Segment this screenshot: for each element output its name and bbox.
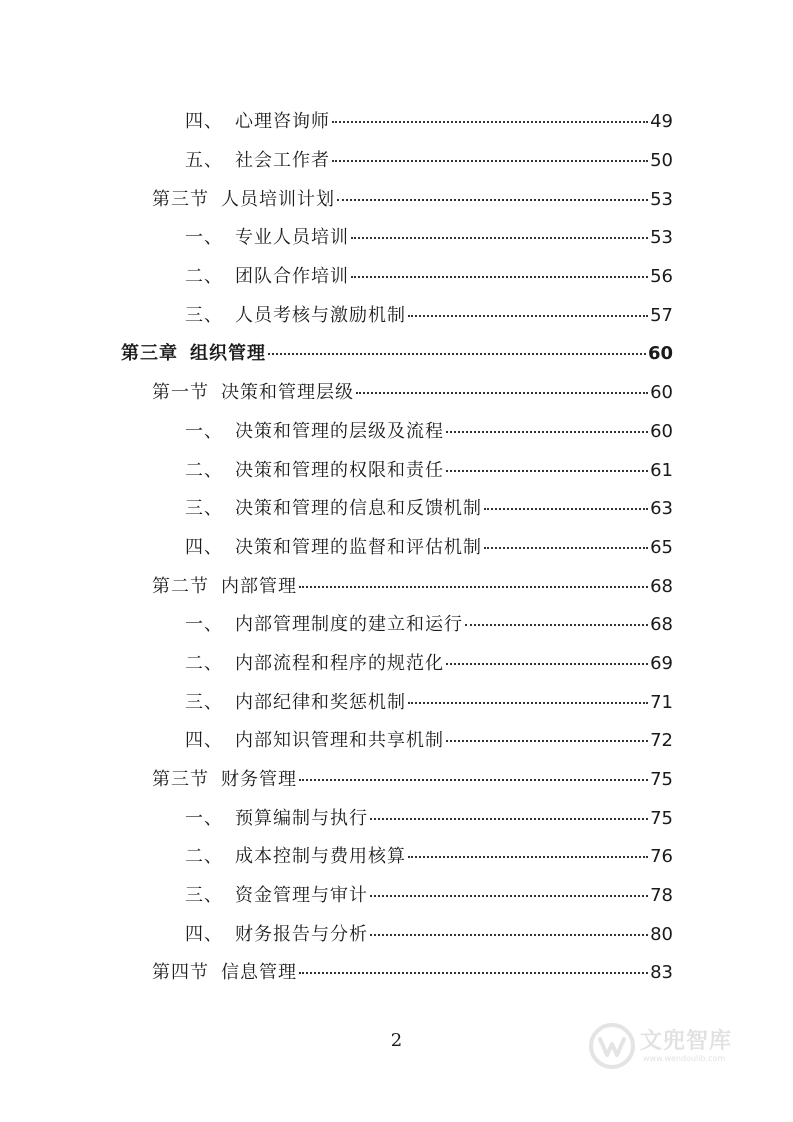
toc-entry-item[interactable] bbox=[0, 913, 793, 952]
toc-entry-row bbox=[185, 456, 673, 482]
toc-entry-title bbox=[185, 610, 463, 636]
toc-entry-number: 一、 bbox=[185, 614, 223, 636]
toc-entry-row bbox=[185, 842, 673, 868]
toc-entry-item[interactable] bbox=[0, 836, 793, 875]
toc-page-number: 60 bbox=[650, 420, 673, 442]
toc-dot-leader bbox=[446, 740, 648, 742]
toc-entry-item[interactable] bbox=[0, 488, 793, 527]
toc-entry-row bbox=[152, 958, 673, 984]
toc-dot-leader bbox=[268, 353, 646, 355]
toc-page-number: 57 bbox=[650, 304, 673, 326]
toc-entry-number: 五、 bbox=[185, 150, 223, 172]
toc-entry-row bbox=[185, 726, 673, 752]
toc-entry-number: 二、 bbox=[185, 459, 223, 481]
toc-dot-leader bbox=[332, 121, 648, 123]
toc-entry-row bbox=[185, 301, 673, 327]
toc-entry-row bbox=[185, 920, 673, 946]
toc-entry-number: 一、 bbox=[185, 227, 223, 249]
toc-entry-row bbox=[152, 572, 673, 598]
toc-entry-title bbox=[152, 572, 297, 598]
toc-entry-title bbox=[185, 920, 368, 946]
toc-entry-number: 二、 bbox=[185, 652, 223, 674]
toc-entry-number: 第一节 bbox=[152, 382, 209, 404]
watermark-url: www.wendoulib.com bbox=[643, 1054, 726, 1063]
toc-entry-row bbox=[185, 262, 673, 288]
toc-entry-item[interactable] bbox=[0, 256, 793, 295]
toc-entry-number: 四、 bbox=[185, 923, 223, 945]
toc-entry-item[interactable] bbox=[0, 140, 793, 179]
toc-entry-text: 人员考核与激励机制 bbox=[235, 304, 406, 326]
toc-entry-title bbox=[185, 726, 444, 752]
toc-entry-row bbox=[185, 688, 673, 714]
toc-dot-leader bbox=[299, 972, 648, 974]
toc-entry-row bbox=[152, 378, 673, 404]
toc-dot-leader bbox=[299, 586, 648, 588]
toc-page-number: 76 bbox=[650, 846, 673, 868]
toc-page-number: 49 bbox=[650, 111, 673, 133]
toc-entry-text: 资金管理与审计 bbox=[235, 885, 368, 907]
toc-dot-leader bbox=[408, 315, 648, 317]
toc-entry-number: 一、 bbox=[185, 420, 223, 442]
toc-dot-leader bbox=[446, 663, 648, 665]
toc-entry-text: 内部知识管理和共享机制 bbox=[235, 730, 444, 752]
toc-entry-title bbox=[152, 765, 297, 791]
toc-entry-item[interactable] bbox=[0, 101, 793, 140]
toc-page-number: 63 bbox=[650, 498, 673, 520]
toc-page-number: 80 bbox=[650, 923, 673, 945]
toc-entry-text: 心理咨询师 bbox=[235, 111, 330, 133]
toc-dot-leader bbox=[299, 779, 648, 781]
toc-dot-leader bbox=[351, 276, 648, 278]
toc-dot-leader bbox=[465, 624, 648, 626]
toc-entry-number: 第二节 bbox=[152, 575, 209, 597]
toc-entry-number: 四、 bbox=[185, 536, 223, 558]
toc-page-number: 61 bbox=[650, 459, 673, 481]
toc-page-number: 53 bbox=[650, 227, 673, 249]
toc-entry-title bbox=[185, 881, 368, 907]
toc-page-number: 72 bbox=[650, 730, 673, 752]
toc-page-number: 78 bbox=[650, 885, 673, 907]
toc-entry-row bbox=[185, 417, 673, 443]
toc-entry-text: 预算编制与执行 bbox=[235, 807, 368, 829]
toc-entry-title bbox=[185, 146, 330, 172]
toc-entry-section[interactable] bbox=[0, 565, 793, 604]
toc-entry-row bbox=[185, 494, 673, 520]
toc-entry-text: 人员培训计划 bbox=[221, 188, 335, 210]
toc-entry-row bbox=[185, 223, 673, 249]
toc-entry-row bbox=[185, 881, 673, 907]
toc-entry-chapter[interactable] bbox=[0, 333, 793, 372]
toc-entry-item[interactable] bbox=[0, 294, 793, 333]
toc-page-number: 69 bbox=[650, 652, 673, 674]
toc-page-number: 83 bbox=[650, 962, 673, 984]
toc-entry-title bbox=[185, 533, 482, 559]
toc-dot-leader bbox=[446, 431, 648, 433]
toc-entry-item[interactable] bbox=[0, 643, 793, 682]
toc-entry-text: 内部管理 bbox=[221, 575, 297, 597]
toc-entry-text: 决策和管理的权限和责任 bbox=[235, 459, 444, 481]
toc-entry-title bbox=[152, 378, 354, 404]
toc-entry-text: 成本控制与费用核算 bbox=[235, 846, 406, 868]
toc-dot-leader bbox=[337, 199, 648, 201]
toc-dot-leader bbox=[356, 392, 648, 394]
toc-page-number: 75 bbox=[650, 769, 673, 791]
toc-entry-row bbox=[152, 185, 673, 211]
toc-entry-title bbox=[185, 649, 444, 675]
toc-entry-text: 决策和管理的信息和反馈机制 bbox=[235, 498, 482, 520]
toc-page-number: 60 bbox=[650, 382, 673, 404]
watermark-logo-icon bbox=[588, 1022, 636, 1070]
toc-entry-number: 三、 bbox=[185, 498, 223, 520]
watermark-name: 文兜智库 bbox=[640, 1029, 733, 1054]
page-number: 2 bbox=[390, 1030, 403, 1051]
toc-page-number: 75 bbox=[650, 807, 673, 829]
toc-page-number: 65 bbox=[650, 536, 673, 558]
toc-entry-row bbox=[185, 146, 673, 172]
toc-entry-item[interactable] bbox=[0, 411, 793, 450]
toc-entry-number: 四、 bbox=[185, 111, 223, 133]
toc-entry-row bbox=[121, 339, 673, 365]
toc-entry-text: 财务管理 bbox=[221, 769, 297, 791]
toc-entry-title bbox=[185, 688, 406, 714]
toc-entry-section[interactable] bbox=[0, 372, 793, 411]
toc-entry-number: 四、 bbox=[185, 730, 223, 752]
toc-dot-leader bbox=[484, 508, 648, 510]
toc-entry-title bbox=[185, 417, 444, 443]
toc-entry-number: 第四节 bbox=[152, 962, 209, 984]
toc-dot-leader bbox=[370, 818, 648, 820]
toc-page-number: 50 bbox=[650, 150, 673, 172]
toc-entry-title bbox=[185, 262, 349, 288]
toc-entry-number: 一、 bbox=[185, 807, 223, 829]
toc-entry-text: 团队合作培训 bbox=[235, 266, 349, 288]
toc-entry-text: 专业人员培训 bbox=[235, 227, 349, 249]
toc-entry-text: 内部纪律和奖惩机制 bbox=[235, 691, 406, 713]
toc-entry-text: 内部流程和程序的规范化 bbox=[235, 652, 444, 674]
toc-entry-title bbox=[185, 223, 349, 249]
toc-entry-text: 决策和管理的监督和评估机制 bbox=[235, 536, 482, 558]
toc-entry-number: 三、 bbox=[185, 885, 223, 907]
toc-entry-row bbox=[185, 804, 673, 830]
toc-entry-item[interactable] bbox=[0, 527, 793, 566]
toc-dot-leader bbox=[332, 160, 648, 162]
toc-page-number: 60 bbox=[647, 343, 673, 365]
toc-entry-item[interactable] bbox=[0, 449, 793, 488]
toc-page-number: 68 bbox=[650, 614, 673, 636]
toc-page-number: 68 bbox=[650, 575, 673, 597]
toc-entry-section[interactable] bbox=[0, 952, 793, 991]
toc-dot-leader bbox=[370, 895, 648, 897]
toc-entry-title bbox=[121, 339, 266, 365]
toc-page-number: 71 bbox=[650, 691, 673, 713]
toc-dot-leader bbox=[370, 934, 648, 936]
toc-entry-number: 三、 bbox=[185, 691, 223, 713]
toc-entry-title bbox=[185, 494, 482, 520]
toc-entry-title bbox=[185, 456, 444, 482]
toc-entry-title bbox=[185, 107, 330, 133]
toc-entry-number: 二、 bbox=[185, 846, 223, 868]
toc-entry-title bbox=[185, 842, 406, 868]
toc-entry-text: 决策和管理层级 bbox=[221, 382, 354, 404]
toc-page-number: 53 bbox=[650, 188, 673, 210]
watermark bbox=[588, 1020, 758, 1076]
toc-entry-row bbox=[185, 610, 673, 636]
toc-entry-number: 二、 bbox=[185, 266, 223, 288]
toc-entry-section[interactable] bbox=[0, 178, 793, 217]
toc-entry-number: 第三章 bbox=[121, 343, 178, 365]
toc-entry-number: 第三节 bbox=[152, 188, 209, 210]
toc-entry-text: 社会工作者 bbox=[235, 150, 330, 172]
toc-entry-text: 决策和管理的层级及流程 bbox=[235, 420, 444, 442]
toc-entry-row bbox=[185, 107, 673, 133]
toc-dot-leader bbox=[446, 470, 648, 472]
toc-entry-item[interactable] bbox=[0, 720, 793, 759]
toc-dot-leader bbox=[408, 856, 648, 858]
toc-entry-text: 内部管理制度的建立和运行 bbox=[235, 614, 463, 636]
toc-entry-section[interactable] bbox=[0, 759, 793, 798]
toc-entry-title bbox=[152, 958, 297, 984]
toc-page-number: 56 bbox=[650, 266, 673, 288]
toc-entry-row bbox=[185, 533, 673, 559]
toc-entry-item[interactable] bbox=[0, 875, 793, 914]
toc-dot-leader bbox=[408, 702, 648, 704]
toc-dot-leader bbox=[484, 547, 648, 549]
toc-dot-leader bbox=[351, 237, 648, 239]
toc-entry-row bbox=[185, 649, 673, 675]
toc-entry-item[interactable] bbox=[0, 217, 793, 256]
toc-entry-item[interactable] bbox=[0, 681, 793, 720]
toc-entry-number: 第三节 bbox=[152, 769, 209, 791]
table-of-contents bbox=[0, 101, 793, 991]
toc-entry-text: 信息管理 bbox=[221, 962, 297, 984]
toc-entry-item[interactable] bbox=[0, 797, 793, 836]
toc-entry-title bbox=[185, 301, 406, 327]
toc-entry-text: 组织管理 bbox=[190, 343, 266, 365]
toc-entry-number: 三、 bbox=[185, 304, 223, 326]
toc-entry-title bbox=[152, 185, 335, 211]
toc-entry-text: 财务报告与分析 bbox=[235, 923, 368, 945]
toc-entry-row bbox=[152, 765, 673, 791]
toc-entry-title bbox=[185, 804, 368, 830]
toc-entry-item[interactable] bbox=[0, 604, 793, 643]
